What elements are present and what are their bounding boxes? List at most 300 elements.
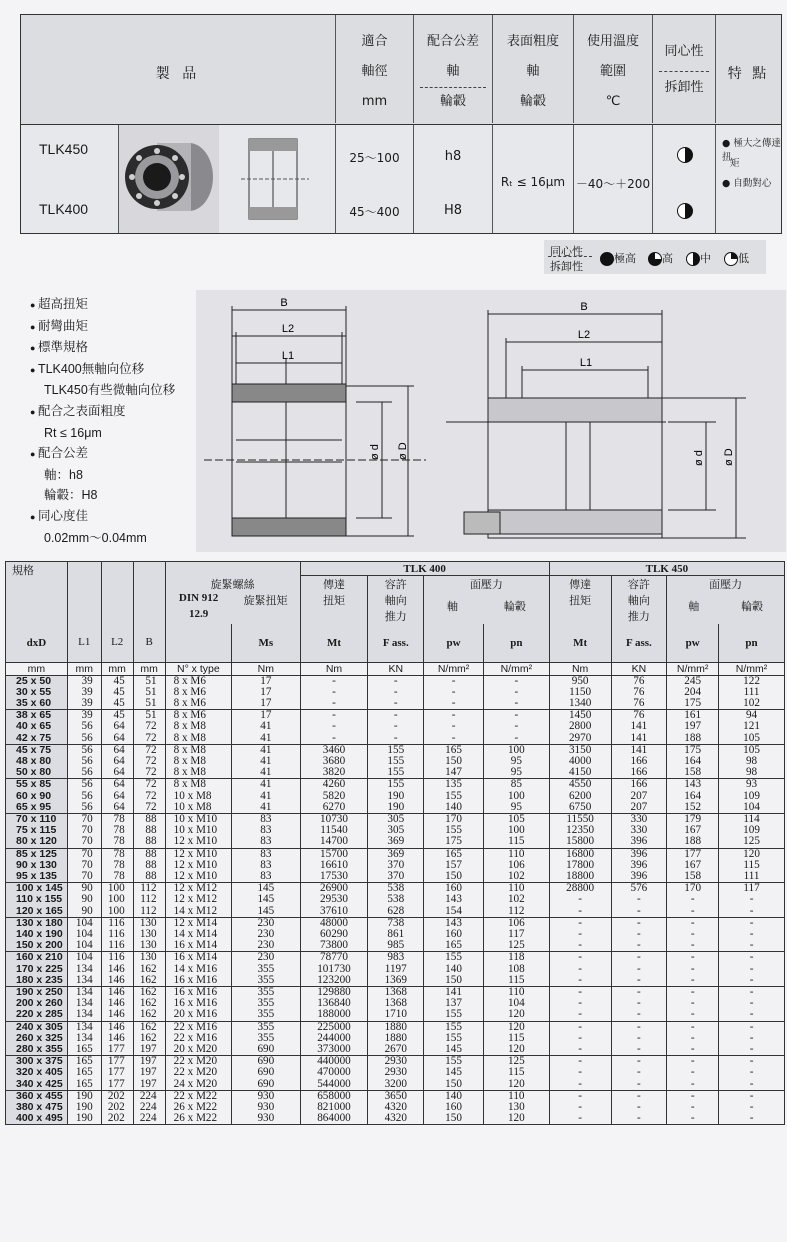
value-cell: 190 [368, 802, 424, 814]
value-cell: 154 [424, 906, 484, 918]
tol-tlk450: h8 [444, 149, 462, 164]
value-cell: - [483, 687, 549, 698]
value-cell: - [549, 894, 611, 905]
feature-text: 配合之表面粗度 [37, 403, 126, 418]
value-cell: 355 [232, 1009, 301, 1021]
legend-low [724, 250, 749, 266]
value-cell: 41 [232, 791, 301, 802]
value-cell: - [667, 1021, 719, 1033]
value-cell: 100 [101, 883, 133, 895]
value-cell: 85 [483, 779, 549, 791]
value-cell: 1710 [368, 1009, 424, 1021]
value-cell: 207 [611, 802, 667, 814]
value-cell: 145 [232, 906, 301, 918]
value-cell: 188 [667, 733, 719, 745]
value-cell: 155 [424, 1033, 484, 1044]
unit-cell: Nm [300, 662, 368, 675]
value-cell: 51 [133, 710, 165, 722]
cross-section-thumbnail [219, 125, 336, 233]
value-cell: 116 [101, 952, 133, 964]
value-cell: 162 [133, 986, 165, 998]
value-cell: 224 [133, 1102, 165, 1113]
size-cell: 90 x 130 [6, 860, 68, 871]
value-cell: - [549, 1056, 611, 1068]
value-cell: 150 [424, 756, 484, 767]
size-cell: 38 x 65 [6, 710, 68, 722]
value-cell: 3460 [300, 744, 368, 756]
value-cell: 78770 [300, 952, 368, 964]
value-cell: 16 x M14 [165, 940, 231, 952]
value-cell: 140 [424, 1090, 484, 1102]
value-cell: 440000 [300, 1056, 368, 1068]
value-cell: 2670 [368, 1044, 424, 1056]
h-fass-450: F ass. [611, 624, 667, 662]
value-cell: - [549, 998, 611, 1009]
value-cell: - [549, 1113, 611, 1125]
value-cell: 175 [667, 744, 719, 756]
value-cell: - [719, 1079, 785, 1091]
value-cell: 166 [611, 779, 667, 791]
dim-d-right: ø d [693, 450, 705, 466]
value-cell: 76 [611, 698, 667, 710]
value-cell: - [719, 986, 785, 998]
feature-item [30, 528, 210, 549]
value-cell: 152 [667, 802, 719, 814]
value-cell: 821000 [300, 1102, 368, 1113]
value-cell: - [667, 1102, 719, 1113]
value-cell: - [549, 940, 611, 952]
h-trans-400 [300, 576, 368, 625]
value-cell: 3650 [368, 1090, 424, 1102]
value-cell: 141 [424, 986, 484, 998]
feature-text: TLK400無軸向位移 [37, 361, 145, 376]
value-cell: 39 [67, 698, 101, 710]
roughness-value-cell [493, 125, 574, 233]
size-cell: 280 x 355 [6, 1044, 68, 1056]
value-cell: 95 [483, 756, 549, 767]
value-cell: 70 [67, 871, 101, 883]
value-cell: 83 [232, 836, 301, 848]
value-cell: 125 [483, 940, 549, 952]
feature-item [30, 294, 210, 316]
value-cell: - [424, 698, 484, 710]
value-cell: 369 [368, 848, 424, 860]
value-cell: 22 x M16 [165, 1021, 231, 1033]
value-cell: 28800 [549, 883, 611, 895]
value-cell: 160 [424, 929, 484, 940]
value-cell: 4320 [368, 1113, 424, 1125]
value-cell: 202 [101, 1113, 133, 1125]
value-cell: 147 [424, 767, 484, 779]
h-axial-400-b: 軸向 [384, 595, 407, 607]
concentric-header [653, 15, 716, 123]
value-cell: 950 [549, 675, 611, 687]
value-cell: 115 [483, 1067, 549, 1078]
h-press-400-label: 面壓力 [469, 579, 503, 591]
value-cell: 26 x M22 [165, 1113, 231, 1125]
table-row [6, 721, 785, 732]
value-cell: 45 [101, 710, 133, 722]
value-cell: - [300, 733, 368, 745]
value-cell: 146 [101, 1033, 133, 1044]
table-row [6, 836, 785, 848]
value-cell: 41 [232, 767, 301, 779]
value-cell: 155 [424, 1009, 484, 1021]
value-cell: 56 [67, 802, 101, 814]
value-cell: - [424, 733, 484, 745]
value-cell: - [611, 1044, 667, 1056]
value-cell: - [549, 1009, 611, 1021]
value-cell: 983 [368, 952, 424, 964]
value-cell: - [300, 698, 368, 710]
feature-item [30, 337, 210, 359]
value-cell: 396 [611, 848, 667, 860]
value-cell: 8 x M8 [165, 744, 231, 756]
value-cell: - [368, 710, 424, 722]
value-cell: 98 [719, 767, 785, 779]
value-cell: 165 [424, 744, 484, 756]
concentric-values [653, 125, 716, 233]
size-cell: 42 x 75 [6, 733, 68, 745]
value-cell: - [667, 1033, 719, 1044]
size-cell: 380 x 475 [6, 1102, 68, 1113]
value-cell: 102 [483, 871, 549, 883]
value-cell: 16610 [300, 860, 368, 871]
value-cell: 64 [101, 802, 133, 814]
value-cell: 11540 [300, 825, 368, 836]
value-cell: 104 [67, 929, 101, 940]
value-cell: - [719, 998, 785, 1009]
value-cell: 70 [67, 836, 101, 848]
value-cell: - [667, 906, 719, 918]
unit-cell: KN [611, 662, 667, 675]
value-cell: 134 [67, 998, 101, 1009]
value-cell: - [424, 687, 484, 698]
value-cell: 8 x M8 [165, 779, 231, 791]
value-cell: 88 [133, 848, 165, 860]
value-cell: 16 x M16 [165, 986, 231, 998]
feature-text: 標準規格 [37, 340, 88, 355]
value-cell: 130 [133, 940, 165, 952]
value-cell: - [611, 1079, 667, 1091]
value-cell: 202 [101, 1090, 133, 1102]
size-cell: 80 x 120 [6, 836, 68, 848]
size-cell: 340 x 425 [6, 1079, 68, 1091]
value-cell: - [719, 940, 785, 952]
feature-text: 0.02mm～0.04mm [44, 530, 147, 545]
dim-l1-right: L1 [579, 357, 593, 369]
value-cell: - [719, 917, 785, 929]
value-cell: 143 [424, 894, 484, 905]
value-cell: 117 [483, 929, 549, 940]
value-cell: - [667, 1079, 719, 1091]
value-cell: 396 [611, 860, 667, 871]
value-cell: - [719, 894, 785, 905]
value-cell: 204 [667, 687, 719, 698]
bullet-icon: ● [30, 406, 38, 417]
rating-high-icon [677, 147, 693, 163]
value-cell: - [611, 906, 667, 918]
value-cell: 72 [133, 733, 165, 745]
value-cell: 4320 [368, 1102, 424, 1113]
h-screw-block [165, 576, 300, 625]
value-cell: 112 [133, 894, 165, 905]
size-cell: 45 x 75 [6, 744, 68, 756]
feature-text: Rt ≤ 16μm [44, 425, 102, 440]
value-cell: 41 [232, 756, 301, 767]
value-cell: 4550 [549, 779, 611, 791]
feature-text: 同心度佳 [37, 508, 88, 523]
value-cell: 90 [67, 883, 101, 895]
h-l2: L2 [101, 562, 133, 663]
value-cell: 370 [368, 860, 424, 871]
feature-list [30, 294, 210, 548]
value-cell: 76 [611, 675, 667, 687]
value-cell: 95 [483, 767, 549, 779]
value-cell: 166 [611, 756, 667, 767]
size-cell: 180 x 235 [6, 975, 68, 987]
value-cell: 51 [133, 698, 165, 710]
value-cell: 56 [67, 767, 101, 779]
value-cell: 101730 [300, 964, 368, 975]
value-cell: 94 [719, 710, 785, 722]
feature-2: ● 自動對心 [722, 178, 772, 189]
value-cell: - [667, 1113, 719, 1125]
table-row [6, 848, 785, 860]
value-cell: - [667, 1056, 719, 1068]
feature-text: 配合公差 [37, 446, 88, 461]
value-cell: - [549, 1090, 611, 1102]
value-cell: 110 [483, 986, 549, 998]
value-cell: 1197 [368, 964, 424, 975]
legend-very-high-label: 極高 [614, 252, 636, 265]
value-cell: 355 [232, 1021, 301, 1033]
value-cell: 162 [133, 964, 165, 975]
size-cell: 75 x 115 [6, 825, 68, 836]
value-cell: 17800 [549, 860, 611, 871]
feature-header: 特 點 [727, 66, 770, 82]
value-cell: 177 [101, 1044, 133, 1056]
value-cell: 1368 [368, 986, 424, 998]
value-cell: 658000 [300, 1090, 368, 1102]
roughness-header [493, 15, 574, 123]
value-cell: 143 [424, 917, 484, 929]
value-cell: 120 [483, 1079, 549, 1091]
h-axial-400-a: 容許 [384, 579, 407, 591]
feature-text: 軸：h8 [44, 467, 83, 482]
h-din: DIN 912 [178, 591, 219, 604]
value-cell: - [368, 733, 424, 745]
value-cell: - [667, 940, 719, 952]
value-cell: 120 [483, 1009, 549, 1021]
h-axial-450-b: 軸向 [627, 595, 650, 607]
value-cell: 116 [101, 929, 133, 940]
value-cell: 56 [67, 721, 101, 732]
value-cell: 930 [232, 1102, 301, 1113]
h-mt-400: Mt [300, 624, 368, 662]
value-cell: 115 [483, 975, 549, 987]
h-b: B [133, 562, 165, 663]
value-cell: 6200 [549, 791, 611, 802]
value-cell: 136840 [300, 998, 368, 1009]
dim-l2-left: L2 [281, 323, 295, 335]
value-cell: 690 [232, 1067, 301, 1078]
value-cell: 2800 [549, 721, 611, 732]
rating-legend [544, 240, 766, 274]
value-cell: - [549, 1067, 611, 1078]
value-cell: - [611, 975, 667, 987]
roughness-value: Rₜ ≤ 16μm [500, 175, 566, 189]
product-spec-table [20, 14, 782, 234]
h-screw: 旋緊螺絲 [210, 578, 255, 591]
value-cell: - [667, 998, 719, 1009]
value-cell: 230 [232, 940, 301, 952]
value-cell: 104 [67, 952, 101, 964]
value-cell: 72 [133, 767, 165, 779]
value-cell: 12 x M14 [165, 917, 231, 929]
value-cell: 4260 [300, 779, 368, 791]
value-cell: 134 [67, 986, 101, 998]
value-cell: 162 [133, 998, 165, 1009]
value-cell: 140 [424, 964, 484, 975]
value-cell: - [611, 1113, 667, 1125]
dim-b-right: B [580, 301, 588, 313]
value-cell: 106 [483, 917, 549, 929]
shaft-tlk450: 25～100 [349, 151, 400, 165]
value-cell: - [300, 721, 368, 732]
value-cell: 166 [611, 767, 667, 779]
h-press-450-label: 面壓力 [709, 579, 743, 591]
value-cell: 134 [67, 1009, 101, 1021]
value-cell: 146 [101, 1009, 133, 1021]
feature-text: TLK450有些微軸向位移 [44, 383, 176, 398]
conc-h2: 拆卸性 [664, 80, 704, 95]
value-cell: 4150 [549, 767, 611, 779]
unit-cell: N/mm² [667, 662, 719, 675]
value-cell: 17 [232, 698, 301, 710]
value-cell: 16 x M16 [165, 998, 231, 1009]
value-cell: 690 [232, 1079, 301, 1091]
value-cell: 150 [424, 975, 484, 987]
value-cell: 3150 [549, 744, 611, 756]
h-ms: Ms [232, 624, 301, 662]
value-cell: 15800 [549, 836, 611, 848]
legend-label-bottom: 拆卸性 [550, 260, 583, 273]
value-cell: 576 [611, 883, 667, 895]
value-cell: 5820 [300, 791, 368, 802]
value-cell: 470000 [300, 1067, 368, 1078]
value-cell: - [549, 929, 611, 940]
value-cell: 12 x M10 [165, 860, 231, 871]
value-cell: 170 [424, 813, 484, 825]
unit-cell: N/mm² [483, 662, 549, 675]
value-cell: 88 [133, 813, 165, 825]
h-torque: 旋緊扭矩 [243, 594, 288, 607]
half-circle-icon [686, 252, 700, 266]
value-cell: 158 [667, 871, 719, 883]
value-cell: 230 [232, 929, 301, 940]
shaft-tlk400: 45～400 [349, 205, 400, 219]
product-photo-cell [119, 125, 219, 233]
value-cell: 8 x M8 [165, 756, 231, 767]
product-tlk450: TLK450 [39, 141, 89, 157]
value-cell: 202 [101, 1102, 133, 1113]
feature-values [716, 125, 781, 233]
value-cell: 29530 [300, 894, 368, 905]
value-cell: 167 [667, 825, 719, 836]
feature-1-text: 極大之傳達扭 [722, 138, 781, 163]
value-cell: 109 [719, 825, 785, 836]
value-cell: 26 x M22 [165, 1102, 231, 1113]
value-cell: 160 [424, 1102, 484, 1113]
h-spacer [165, 562, 300, 576]
value-cell: 150 [424, 1079, 484, 1091]
value-cell: - [549, 964, 611, 975]
value-cell: - [368, 698, 424, 710]
shaft-h2: 軸徑 [361, 64, 388, 79]
product-names-cell [21, 125, 119, 233]
value-cell: - [483, 710, 549, 722]
feature-item [30, 443, 210, 465]
spec-header-row [21, 15, 781, 125]
value-cell: 134 [67, 1021, 101, 1033]
value-cell: 155 [424, 1056, 484, 1068]
value-cell: - [483, 675, 549, 687]
value-cell: 146 [101, 975, 133, 987]
value-cell: 56 [67, 733, 101, 745]
value-cell: 90 [67, 906, 101, 918]
value-cell: - [368, 675, 424, 687]
value-cell: 18800 [549, 871, 611, 883]
value-cell: 72 [133, 756, 165, 767]
h-pn-400: pn [483, 624, 549, 662]
value-cell: 10 x M8 [165, 791, 231, 802]
value-cell: 162 [133, 1009, 165, 1021]
tol-values [414, 125, 493, 233]
value-cell: 22 x M16 [165, 1033, 231, 1044]
value-cell: 17 [232, 675, 301, 687]
value-cell: 141 [611, 744, 667, 756]
value-cell: 116 [101, 940, 133, 952]
value-cell: 3200 [368, 1079, 424, 1091]
conc-dash [659, 71, 709, 72]
value-cell: 22 x M20 [165, 1056, 231, 1068]
value-cell: 2930 [368, 1067, 424, 1078]
value-cell: 8 x M6 [165, 687, 231, 698]
value-cell: 2930 [368, 1056, 424, 1068]
value-cell: 130 [483, 1102, 549, 1113]
value-cell: 15700 [300, 848, 368, 860]
value-cell: 125 [483, 1056, 549, 1068]
value-cell: 230 [232, 952, 301, 964]
table-row [6, 779, 785, 791]
value-cell: 230 [232, 917, 301, 929]
value-cell: - [719, 964, 785, 975]
value-cell: 10 x M8 [165, 802, 231, 814]
value-cell: 73800 [300, 940, 368, 952]
tolerance-header [414, 15, 493, 123]
value-cell: - [719, 1067, 785, 1078]
value-cell: 1340 [549, 698, 611, 710]
size-cell: 55 x 85 [6, 779, 68, 791]
rough-h2: 軸 [526, 64, 540, 79]
value-cell: - [667, 986, 719, 998]
value-cell: - [611, 986, 667, 998]
value-cell: 3680 [300, 756, 368, 767]
size-cell: 260 x 325 [6, 1033, 68, 1044]
value-cell: - [300, 675, 368, 687]
value-cell: 1369 [368, 975, 424, 987]
